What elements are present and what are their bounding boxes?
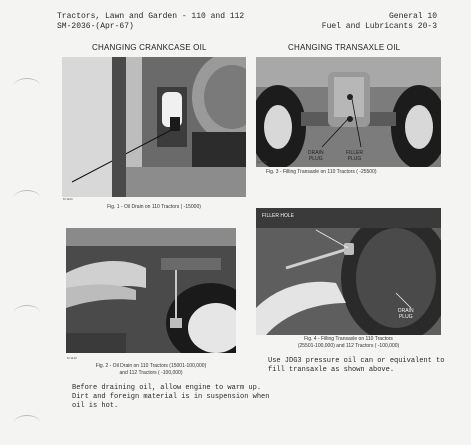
header-manual-number: SM-2036-(Apr-67) <box>57 22 134 31</box>
figure-3-caption: Fig. 3 - Filling Transaxle on 110 Tractors ( -25500) <box>266 169 377 175</box>
figure-3-number: M 2088 <box>257 160 268 164</box>
header-section: General 10 <box>388 12 437 21</box>
binder-hole-mark <box>14 190 40 205</box>
figure-1-caption: Fig. 1 - Oil Drain on 110 Tractors ( -15000) <box>107 204 201 210</box>
figure-3-drain-plug-label: DRAIN PLUG <box>308 150 324 162</box>
figure-2-caption-line1: Fig. 2 - Oil Drain on 110 Tractors (15001-100,000) <box>95 363 207 369</box>
figure-4-caption-line1: Fig. 4 - Filling Transaxle on 110 Tractors <box>304 336 393 342</box>
binder-hole-mark <box>14 415 40 430</box>
figure-2-number: M 1122 <box>67 356 77 360</box>
section-title-transaxle: CHANGING TRANSAXLE OIL <box>288 43 401 52</box>
figure-3-filler-plug-label: FILLER PLUG <box>346 150 363 162</box>
page-header-left <box>57 12 244 32</box>
figure-2-photo <box>66 228 236 353</box>
section-title-crankcase: CHANGING CRANKCASE OIL <box>92 43 207 52</box>
body-text-left-3: oil is hot. <box>72 402 119 410</box>
engine-oil-drain-image <box>62 57 246 197</box>
figure-1-number: M 1121 <box>63 197 73 201</box>
figure-2-caption-line2: and 112 Tractors ( -100,000) <box>119 370 183 376</box>
binder-hole-mark <box>14 305 40 320</box>
figure-4-filler-hole-label: FILLER HOLE <box>262 213 294 219</box>
figure-4-caption-line2: (25501-100,000) and 112 Tractors ( -100,000) <box>297 343 400 349</box>
underside-oil-drain-image <box>66 228 236 353</box>
header-subsection: Fuel and Lubricants 20-3 <box>321 22 437 31</box>
body-text-left-1: Before draining oil, allow engine to warm up. <box>72 384 262 392</box>
binder-hole-mark <box>14 78 40 93</box>
body-text-right-1: Use JDG3 pressure oil can or equivalent to <box>268 357 445 365</box>
figure-4-drain-plug-label: DRAIN PLUG <box>398 308 414 320</box>
header-title: Tractors, Lawn and Garden - 110 and 112 <box>57 12 245 21</box>
figure-1-photo <box>62 57 246 197</box>
page-header-right <box>322 12 437 32</box>
body-text-right-2: fill transaxle as shown above. <box>268 366 395 374</box>
body-text-left-2: Dirt and foreign material is in suspension when <box>72 393 270 401</box>
